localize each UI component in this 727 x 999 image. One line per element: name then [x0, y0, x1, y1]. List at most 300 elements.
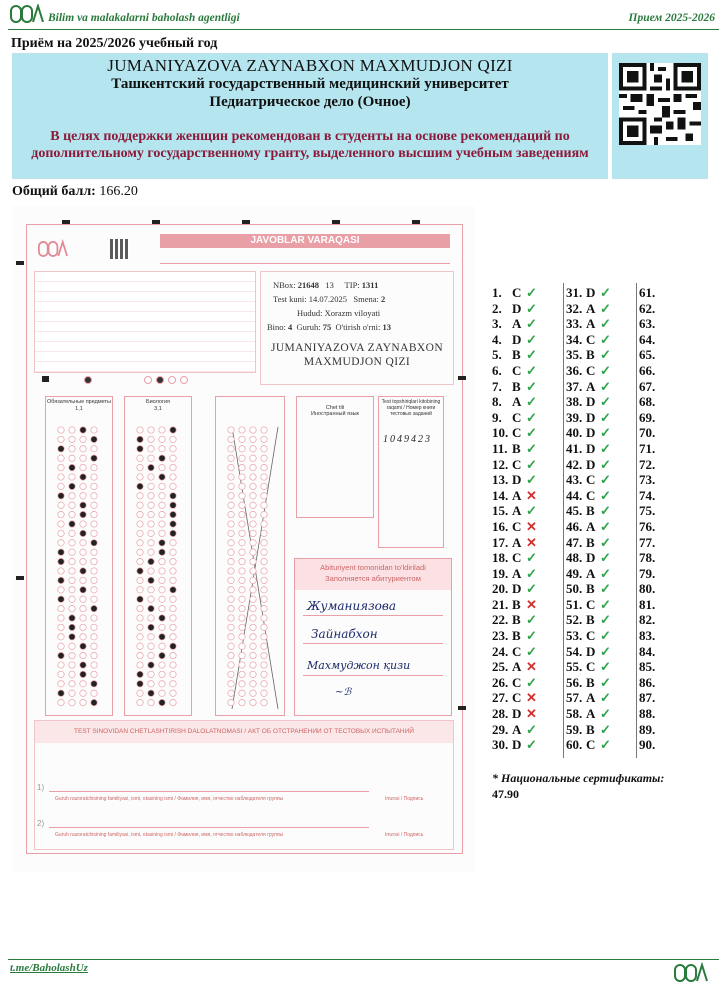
answer-letter: C: [512, 362, 522, 378]
empty-bubble: [159, 587, 165, 593]
answer-letter: A: [512, 316, 522, 332]
empty-bubble: [148, 521, 154, 527]
filled-bubble: [148, 624, 154, 630]
filled-bubble: [58, 652, 64, 658]
answer-row: [492, 332, 538, 348]
answer-row: [566, 612, 612, 628]
filled-bubble: [80, 643, 86, 649]
question-number: 14.: [492, 487, 509, 503]
answer-letter: A: [512, 721, 522, 737]
question-number: 23.: [492, 628, 509, 644]
tip-value: 1311: [361, 280, 379, 290]
answer-letter: B: [586, 347, 595, 363]
question-number: 27.: [492, 690, 509, 706]
check-icon: ✓: [526, 394, 537, 410]
empty-bubble: [69, 671, 75, 677]
empty-bubble: [159, 511, 165, 517]
cross-icon: ✕: [526, 487, 537, 503]
empty-bubble: [58, 699, 64, 705]
lang-label: Chet tili: [325, 405, 345, 411]
applicant-info-block: [260, 271, 454, 385]
answer-row: [492, 379, 538, 395]
empty-bubble: [170, 671, 176, 677]
question-number: 71.: [639, 440, 656, 456]
empty-bubble: [91, 549, 97, 555]
empty-bubble: [228, 464, 234, 470]
empty-bubble: [228, 455, 234, 461]
answer-row: [566, 597, 612, 613]
answer-letter: D: [586, 643, 596, 659]
check-icon: ✓: [526, 300, 537, 316]
empty-bubble: [148, 643, 154, 649]
empty-bubble: [261, 511, 267, 517]
empty-bubble: [239, 446, 245, 452]
test-code-box: [378, 396, 444, 548]
answer-letter: B: [512, 347, 521, 363]
empty-bubble: [250, 530, 256, 536]
answer-row: [492, 566, 538, 582]
empty-bubble: [261, 681, 267, 687]
answer-letter: D: [512, 472, 522, 488]
answer-letter: B: [586, 612, 595, 628]
question-number: 22.: [492, 612, 509, 628]
check-icon: ✓: [526, 316, 537, 332]
check-icon: ✓: [526, 721, 537, 737]
empty-bubble: [239, 577, 245, 583]
seat-line: [267, 322, 391, 332]
empty-bubble: [250, 493, 256, 499]
empty-bubble: [228, 568, 234, 574]
answer-letter: C: [512, 518, 522, 534]
empty-bubble: [261, 549, 267, 555]
telegram-link[interactable]: t.me/BaholashUz: [10, 962, 88, 974]
answer-letter: B: [586, 503, 595, 519]
empty-bubble: [228, 530, 234, 536]
empty-bubble: [148, 699, 154, 705]
empty-bubble: [159, 502, 165, 508]
empty-bubble: [261, 558, 267, 564]
filled-bubble: [170, 427, 176, 433]
empty-bubble: [91, 643, 97, 649]
empty-bubble: [170, 540, 176, 546]
answer-row-empty: [639, 706, 659, 722]
check-icon: ✓: [600, 316, 611, 332]
empty-bubble: [137, 511, 143, 517]
subject1-label: [46, 397, 112, 413]
empty-bubble: [91, 521, 97, 527]
empty-bubble: [250, 681, 256, 687]
question-number: 39.: [566, 409, 583, 425]
check-icon: ✓: [600, 721, 611, 737]
answer-letter: A: [586, 378, 596, 394]
check-icon: ✓: [600, 596, 611, 612]
empty-bubble: [159, 427, 165, 433]
empty-bubble: [69, 436, 75, 442]
empty-bubble: [228, 634, 234, 640]
empty-bubble: [261, 568, 267, 574]
empty-bubble: [250, 511, 256, 517]
empty-bubble: [239, 558, 245, 564]
answer-letter: C: [512, 285, 522, 300]
answer-letter: C: [512, 643, 522, 659]
empty-bubble: [239, 615, 245, 621]
answer-row-empty: [639, 379, 659, 395]
check-icon: ✓: [600, 737, 611, 753]
empty-bubble: [69, 605, 75, 611]
empty-bubble: [250, 464, 256, 470]
check-icon: ✓: [600, 643, 611, 659]
empty-bubble: [239, 483, 245, 489]
empty-bubble: [261, 483, 267, 489]
answer-row-empty: [639, 363, 659, 379]
timing-mark: [16, 576, 24, 580]
filled-bubble: [170, 521, 176, 527]
answer-row: [566, 472, 612, 488]
qr-code-icon: [619, 63, 701, 145]
filled-bubble: [148, 605, 154, 611]
empty-bubble: [137, 549, 143, 555]
timing-mark: [242, 220, 250, 224]
empty-bubble: [69, 446, 75, 452]
answer-row-empty: [639, 628, 659, 644]
empty-bubble: [80, 596, 86, 602]
answer-row: [492, 706, 538, 722]
empty-bubble: [148, 634, 154, 640]
question-number: 16.: [492, 518, 509, 534]
answer-row-empty: [639, 519, 659, 535]
empty-bubble: [228, 643, 234, 649]
empty-bubble: [228, 549, 234, 555]
answer-letter: D: [586, 550, 596, 566]
subject2-label: [125, 397, 191, 413]
empty-bubble: [170, 605, 176, 611]
empty-bubble: [58, 530, 64, 536]
empty-bubble: [91, 568, 97, 574]
answer-letter: D: [586, 425, 596, 441]
empty-bubble: [148, 493, 154, 499]
check-icon: ✓: [600, 456, 611, 472]
empty-bubble: [239, 464, 245, 470]
empty-bubble: [69, 511, 75, 517]
university-name: Ташкентский государственный медицинский университет: [111, 76, 509, 92]
filled-bubble: [58, 493, 64, 499]
empty-bubble: [250, 587, 256, 593]
empty-bubble: [159, 436, 165, 442]
question-number: 38.: [566, 394, 583, 410]
sheet-logo-icon: [38, 238, 68, 260]
check-icon: ✓: [600, 612, 611, 628]
filled-bubble: [170, 502, 176, 508]
question-number: 44.: [566, 487, 583, 503]
filled-bubble: [80, 502, 86, 508]
empty-bubble: [80, 446, 86, 452]
question-number: 59.: [566, 721, 583, 737]
tip-label: TIP:: [344, 280, 360, 290]
empty-bubble: [250, 474, 256, 480]
grant-note: В целях поддержки женщин рекомендован в студенты на основе рекомендаций по дополнительному государственному гранту, выделенного высшим учебным заведениям: [31, 129, 589, 161]
empty-bubble: [261, 455, 267, 461]
question-number: 9.: [492, 409, 502, 425]
total-score-label: Общий балл:: [12, 184, 96, 199]
empty-bubble: [239, 521, 245, 527]
answers-column-2: [566, 285, 612, 753]
check-icon: ✓: [526, 347, 537, 363]
check-icon: ✓: [600, 659, 611, 675]
filled-bubble: [80, 511, 86, 517]
empty-bubble: [69, 530, 75, 536]
empty-bubble: [58, 587, 64, 593]
sheet-title: JAVOBLAR VARAQASI: [160, 234, 450, 248]
empty-bubble: [170, 652, 176, 658]
empty-bubble: [250, 605, 256, 611]
empty-bubble: [228, 474, 234, 480]
empty-bubble: [159, 681, 165, 687]
bubble: [144, 376, 152, 384]
question-number: 4.: [492, 331, 502, 347]
check-icon: ✓: [600, 503, 611, 519]
row-line: [49, 827, 369, 828]
empty-bubble: [170, 436, 176, 442]
answer-row: [566, 675, 612, 691]
empty-bubble: [239, 671, 245, 677]
answer-row-empty: [639, 722, 659, 738]
empty-bubble: [91, 615, 97, 621]
signature-scribble: ~ℬ: [335, 687, 352, 698]
bubble: [168, 376, 176, 384]
filled-bubble: [58, 577, 64, 583]
answer-row: [566, 550, 612, 566]
empty-bubble: [58, 671, 64, 677]
empty-bubble: [239, 587, 245, 593]
empty-bubble: [69, 474, 75, 480]
instructions-block: [34, 271, 256, 373]
empty-bubble: [91, 558, 97, 564]
empty-bubble: [228, 427, 234, 433]
empty-bubble: [250, 624, 256, 630]
filled-bubble: [91, 605, 97, 611]
empty-bubble: [148, 549, 154, 555]
question-number: 1.: [492, 285, 502, 300]
answer-row: [566, 410, 612, 426]
filled-bubble: [148, 577, 154, 583]
empty-bubble: [228, 681, 234, 687]
row-line: [49, 791, 369, 792]
cross-icon: ✕: [526, 706, 537, 722]
empty-bubble: [148, 671, 154, 677]
question-number: 60.: [566, 737, 583, 753]
answer-letter: A: [512, 534, 522, 550]
empty-bubble: [69, 502, 75, 508]
empty-bubble: [170, 577, 176, 583]
empty-bubble: [261, 624, 267, 630]
empty-bubble: [261, 530, 267, 536]
question-number: 56.: [566, 674, 583, 690]
check-icon: ✓: [526, 440, 537, 456]
filled-bubble: [91, 681, 97, 687]
answer-letter: B: [512, 612, 521, 628]
empty-bubble: [261, 615, 267, 621]
empty-bubble: [261, 474, 267, 480]
answer-row: [566, 285, 612, 301]
empty-bubble: [170, 549, 176, 555]
check-icon: ✓: [600, 518, 611, 534]
question-number: 57.: [566, 690, 583, 706]
empty-bubble: [228, 558, 234, 564]
check-icon: ✓: [600, 378, 611, 394]
filled-bubble: [170, 530, 176, 536]
question-number: 34.: [566, 331, 583, 347]
bino-value: 4: [288, 322, 293, 332]
answer-row: [566, 737, 612, 753]
foreign-language-box: [296, 396, 374, 518]
empty-bubble: [170, 474, 176, 480]
timing-mark: [412, 220, 420, 224]
answer-letter: D: [512, 706, 522, 722]
empty-bubble: [159, 690, 165, 696]
header-divider: [8, 29, 719, 30]
empty-bubble: [239, 455, 245, 461]
empty-bubble: [250, 540, 256, 546]
cross-icon: ✕: [526, 659, 537, 675]
answers-column-1: [492, 285, 538, 753]
question-number: 58.: [566, 706, 583, 722]
empty-bubble: [239, 530, 245, 536]
empty-bubble: [228, 671, 234, 677]
empty-bubble: [159, 624, 165, 630]
empty-bubble: [80, 652, 86, 658]
check-icon: ✓: [526, 565, 537, 581]
filled-bubble: [170, 587, 176, 593]
answer-letter: A: [586, 518, 596, 534]
check-icon: ✓: [526, 612, 537, 628]
filled-bubble: [159, 540, 165, 546]
empty-bubble: [239, 436, 245, 442]
empty-bubble: [261, 502, 267, 508]
filled-bubble: [91, 540, 97, 546]
agency-name: Bilim va malakalarni baholash agentligi: [48, 12, 240, 24]
sign-label-1: Imzosi / Подпись: [385, 796, 424, 802]
bino-label: Bino:: [267, 322, 286, 332]
empty-bubble: [91, 483, 97, 489]
check-icon: ✓: [600, 550, 611, 566]
question-number: 68.: [639, 394, 656, 410]
answer-letter: B: [512, 628, 521, 644]
answer-row: [566, 379, 612, 395]
question-number: 84.: [639, 643, 656, 659]
empty-bubble: [239, 427, 245, 433]
empty-bubble: [69, 681, 75, 687]
question-number: 52.: [566, 612, 583, 628]
question-number: 3.: [492, 316, 502, 332]
answer-row: [566, 706, 612, 722]
row-2-label: 2): [37, 819, 45, 828]
empty-bubble: [170, 568, 176, 574]
empty-bubble: [137, 699, 143, 705]
empty-bubble: [80, 464, 86, 470]
empty-bubble: [91, 652, 97, 658]
question-number: 53.: [566, 628, 583, 644]
empty-bubble: [250, 558, 256, 564]
filled-bubble: [170, 493, 176, 499]
empty-bubble: [137, 605, 143, 611]
question-number: 17.: [492, 534, 509, 550]
question-number: 54.: [566, 643, 583, 659]
empty-bubble: [137, 427, 143, 433]
empty-bubble: [261, 662, 267, 668]
timing-mark: [458, 376, 466, 380]
nbox-value: 21648: [297, 280, 320, 290]
filled-bubble: [159, 474, 165, 480]
empty-bubble: [148, 587, 154, 593]
empty-bubble: [159, 530, 165, 536]
timing-mark: [16, 261, 24, 265]
variant-bubbles: [34, 376, 254, 386]
answer-row-empty: [639, 550, 659, 566]
check-icon: ✓: [600, 674, 611, 690]
question-number: 79.: [639, 565, 656, 581]
answer-row: [492, 597, 538, 613]
empty-bubble: [228, 587, 234, 593]
empty-bubble: [159, 568, 165, 574]
answer-row: [492, 535, 538, 551]
answer-row: [566, 690, 612, 706]
empty-bubble: [239, 624, 245, 630]
check-icon: ✓: [526, 550, 537, 566]
empty-bubble: [69, 587, 75, 593]
empty-bubble: [69, 427, 75, 433]
code-label: Test topshiriqlari kitobining raqami / Номер книги тестовых заданий: [381, 399, 441, 417]
empty-bubble: [58, 662, 64, 668]
timing-mark: [458, 706, 466, 710]
answer-row-empty: [639, 581, 659, 597]
filled-bubble: [80, 427, 86, 433]
sheet-title-underline: [160, 249, 450, 264]
answer-row-empty: [639, 690, 659, 706]
code-digits: 1049423: [383, 434, 432, 445]
cross-icon: ✕: [526, 690, 537, 706]
answer-letter: D: [512, 737, 522, 753]
empty-bubble: [69, 455, 75, 461]
empty-bubble: [250, 615, 256, 621]
bubble: [180, 376, 188, 384]
answer-row: [566, 535, 612, 551]
answer-row-empty: [639, 566, 659, 582]
filled-bubble: [69, 483, 75, 489]
answer-letter: B: [586, 674, 595, 690]
check-icon: ✓: [600, 300, 611, 316]
answer-sheet-scan: [12, 206, 475, 872]
answer-letter: A: [512, 565, 522, 581]
signature-patronymic: Махмуджон қизи: [307, 659, 411, 672]
question-number: 80.: [639, 581, 656, 597]
question-number: 26.: [492, 674, 509, 690]
question-number: 55.: [566, 659, 583, 675]
filled-bubble: [137, 671, 143, 677]
answer-row-empty: [639, 472, 659, 488]
specialty-name: Педиатрическое дело (Очное): [209, 94, 411, 110]
filled-bubble: [80, 474, 86, 480]
empty-bubble: [148, 455, 154, 461]
hudud-value: Xorazm viloyati: [324, 308, 381, 318]
empty-bubble: [261, 699, 267, 705]
empty-bubble: [148, 596, 154, 602]
empty-bubble: [148, 436, 154, 442]
empty-bubble: [148, 530, 154, 536]
deviation-act-block: [34, 720, 454, 850]
empty-bubble: [58, 483, 64, 489]
answer-row: [492, 488, 538, 504]
empty-bubble: [69, 652, 75, 658]
